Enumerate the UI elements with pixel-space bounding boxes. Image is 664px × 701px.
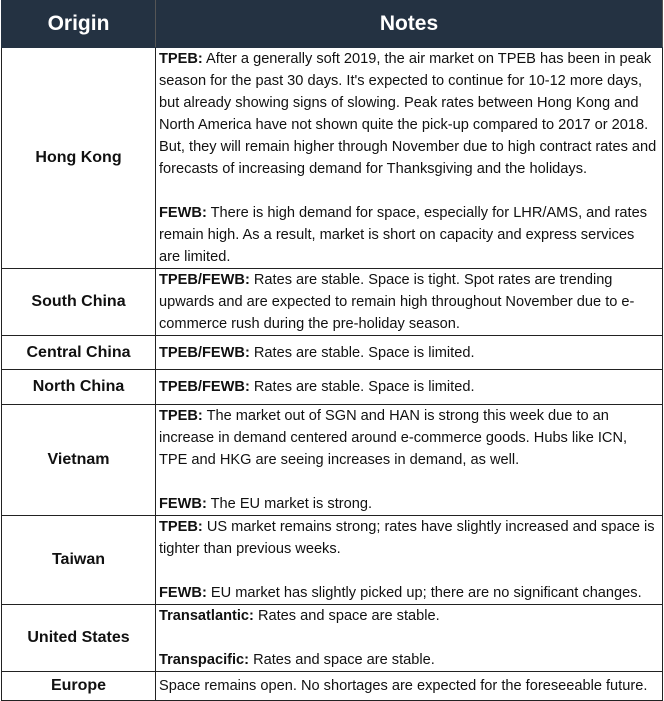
- note-label: FEWB:: [159, 585, 207, 601]
- notes-cell: [156, 405, 663, 516]
- note-paragraph: [159, 582, 659, 604]
- note-label: Transatlantic:: [159, 608, 254, 624]
- note-label: TPEB/FEWB:: [159, 379, 250, 395]
- note-text: Rates are stable. Space is limited.: [249, 344, 475, 361]
- notes-cell: [156, 672, 663, 701]
- note-text: The EU market is strong.: [206, 496, 373, 512]
- note-label: Transpacific:: [159, 652, 250, 668]
- note-paragraph: [159, 376, 659, 398]
- header-row: [2, 1, 663, 48]
- origin-cell: Central China: [2, 336, 156, 370]
- origin-header: Origin: [2, 1, 156, 48]
- note-paragraph: [159, 649, 659, 671]
- note-label: FEWB:: [159, 496, 207, 512]
- table-row: [2, 672, 663, 701]
- table-row: [2, 48, 663, 269]
- note-paragraph: [159, 405, 659, 471]
- air-freight-notes-table: [1, 0, 663, 701]
- note-label: TPEB:: [159, 51, 203, 67]
- note-paragraph: [159, 493, 659, 515]
- table-row: [2, 405, 663, 516]
- note-paragraph: [159, 202, 659, 268]
- note-text: EU market has slightly picked up; there are no significant changes.: [206, 585, 642, 601]
- origin-cell: Europe: [2, 672, 156, 701]
- origin-cell: Hong Kong: [2, 48, 156, 269]
- table-row: [2, 269, 663, 336]
- note-label: TPEB/FEWB:: [159, 344, 250, 361]
- note-paragraph: [159, 605, 659, 627]
- note-paragraph: [159, 48, 659, 180]
- origin-cell: South China: [2, 269, 156, 336]
- notes-cell: [156, 370, 663, 405]
- note-label: TPEB:: [159, 408, 203, 424]
- note-text: Rates and space are stable.: [249, 652, 435, 668]
- note-text: The market out of SGN and HAN is strong this week due to an increase in demand centered around e-commerce goods. Hubs like ICN, TPE and HKG are seeing increases in demand, as well.: [159, 408, 628, 468]
- notes-header: Notes: [156, 1, 663, 48]
- note-paragraph: [159, 675, 659, 697]
- origin-cell: United States: [2, 605, 156, 672]
- notes-cell: [156, 516, 663, 605]
- origin-cell: Taiwan: [2, 516, 156, 605]
- notes-cell: [156, 269, 663, 336]
- table-row: [2, 336, 663, 370]
- notes-cell: [156, 48, 663, 269]
- note-text: Rates and space are stable.: [253, 608, 440, 624]
- origin-cell: North China: [2, 370, 156, 405]
- note-paragraph: [159, 342, 659, 364]
- note-text: Rates are stable. Space is limited.: [249, 379, 475, 395]
- note-text: US market remains strong; rates have slightly increased and space is tighter than previous weeks.: [159, 519, 655, 557]
- origin-cell: Vietnam: [2, 405, 156, 516]
- note-text: Rates are stable. Space is tight. Spot rates are trending upwards and are expected to remain high throughout November due to e-commerce rush during the pre-holiday season.: [159, 272, 635, 332]
- note-paragraph: [159, 516, 659, 560]
- note-label: TPEB/FEWB:: [159, 272, 250, 288]
- note-label: TPEB:: [159, 519, 203, 535]
- table-row: [2, 516, 663, 605]
- note-label: FEWB:: [159, 205, 207, 221]
- table-row: [2, 605, 663, 672]
- notes-cell: [156, 605, 663, 672]
- note-text: After a generally soft 2019, the air market on TPEB has been in peak season for the past 30 days. It's expected to continue for 10-12 more days, but already showing signs of slowing. Peak rates between Hong Kong and North America have not shown quite the pick-up compared to 2017 or 2018. But, they will remain higher through November due to high contract rates and forecasts of increasing demand for Thanksgiving and the holidays.: [159, 51, 657, 177]
- note-text: There is high demand for space, especially for LHR/AMS, and rates remain high. As a result, market is short on capacity and express services are limited.: [159, 205, 648, 265]
- note-text: Space remains open. No shortages are expected for the foreseeable future.: [159, 678, 648, 694]
- table-row: [2, 370, 663, 405]
- notes-cell: [156, 336, 663, 370]
- note-paragraph: [159, 269, 659, 335]
